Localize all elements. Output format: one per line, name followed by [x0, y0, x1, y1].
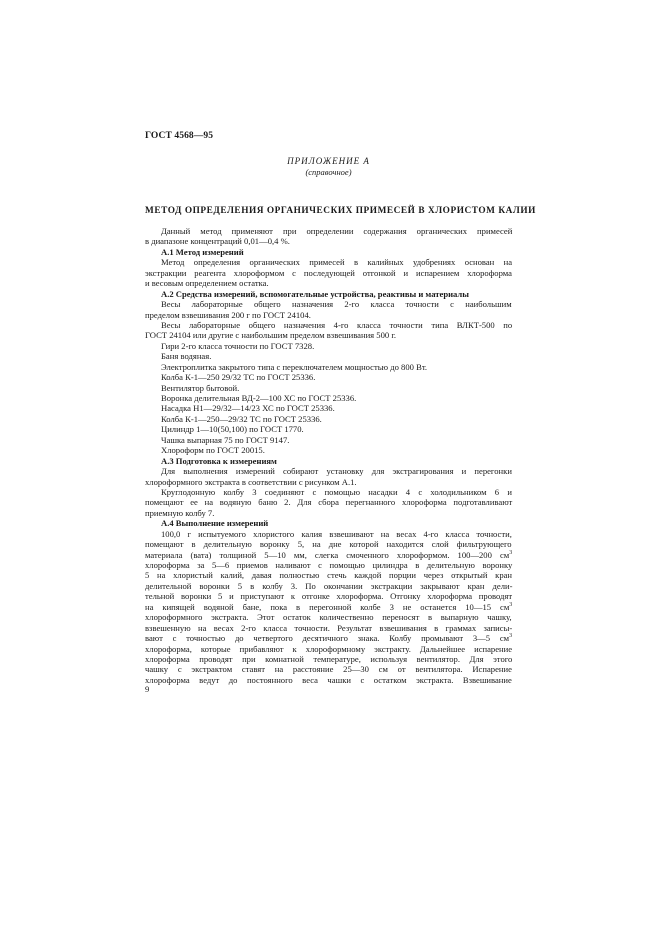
subsection-heading: [145, 247, 512, 257]
text-line: [145, 310, 512, 320]
text-line: [145, 570, 512, 580]
text-line: [145, 362, 512, 372]
line-text: и весовым определением остатка.: [145, 278, 269, 289]
line-text: Электроплитка закрытого типа с переключателем мощностью до 800 Вт.: [161, 361, 428, 372]
line-text: Воронка делительная ВД-2—100 ХС по ГОСТ 25336.: [161, 393, 357, 403]
document-body: [145, 226, 512, 685]
line-text: материала (вата) толщиной 5—10 мм, слегка смоченного хлороформом. 100—200 см: [145, 549, 510, 560]
page-number: 9: [145, 684, 150, 694]
line-text: А.2 Средства измерений, вспомогательные устройства, реактивы и материалы: [161, 288, 469, 299]
line-text: хлороформа ведут до постоянного веса чашки с остатком экстракта. Взвешивание: [145, 674, 512, 685]
text-line: [145, 591, 512, 601]
text-line: [145, 529, 512, 539]
text-line: [145, 633, 512, 643]
line-text: 100,0 г испытуемого хлористого калия взвешивают на весах 4-го класса точности,: [161, 528, 512, 539]
text-line: [145, 414, 512, 424]
text-line: [145, 351, 512, 361]
text-line: [145, 466, 512, 476]
line-text: А.4 Выполнение измерений: [161, 518, 269, 529]
text-line: [145, 299, 512, 309]
line-text: экстракции реагента хлороформом с последующей отгонкой и испарением хлороформа: [145, 267, 512, 278]
line-text: хлороформного экстракта в соответствии с рисунком А.1.: [145, 476, 357, 487]
text-line: [145, 268, 512, 278]
text-line: [145, 560, 512, 570]
line-text: на кипящей водяной бане, пока в перегонной колбе 3 не останется 10—15 см: [145, 601, 510, 612]
subsection-heading: [145, 289, 512, 299]
line-text: хлороформа, которые прибавляют к хлороформному экстракту. Дальнейшее испарение: [145, 643, 513, 654]
line-text: Цилиндр 1—10(50,100) по ГОСТ 1770.: [161, 424, 304, 435]
line-text: Вентилятор бытовой.: [161, 382, 240, 393]
document-code: ГОСТ 4568—95: [145, 131, 214, 141]
superscript: 3: [509, 549, 513, 556]
text-line: [145, 393, 512, 403]
text-line: [145, 664, 512, 674]
text-line: [145, 497, 512, 507]
appendix-subtitle: (справочное): [305, 167, 352, 177]
text-line: [145, 372, 512, 382]
text-line: [145, 341, 512, 351]
text-line: [145, 612, 512, 622]
line-text: чашку с экстрактом ставят на расстояние 25—30 см от вентилятора. Испарение: [145, 664, 512, 675]
text-line: [145, 623, 512, 633]
line-text: Колба К-1—250—29/32 ТС по ГОСТ 25336.: [161, 413, 322, 424]
text-line: [145, 675, 512, 685]
text-line: [145, 654, 512, 664]
text-line: [145, 550, 512, 560]
text-line: [145, 278, 512, 288]
line-text: Хлороформ по ГОСТ 20015.: [161, 445, 265, 456]
superscript: 3: [509, 601, 513, 608]
text-line: [145, 226, 512, 236]
subsection-heading: [145, 456, 512, 466]
subsection-heading: [145, 518, 512, 528]
line-text: Колба К-1—250 29/32 ТС по ГОСТ 25336.: [161, 372, 316, 383]
text-line: [145, 487, 512, 497]
line-text: помещают ее на водяную баню 2. Для сбора перегнанного хлороформа подготавливают: [145, 497, 513, 508]
text-line: [145, 602, 512, 612]
line-text: Чашка выпарная 75 по ГОСТ 9147.: [161, 434, 290, 445]
line-text: 5 на хлористый калий, давая полностью стечь каждой порции через открытый кран: [145, 570, 513, 581]
appendix-title: ПРИЛОЖЕНИЕ А: [287, 156, 370, 166]
line-text: взвешенную на весах 2-го класса точности. Результат взвешивания в граммах записы-: [145, 622, 513, 633]
line-text: Для выполнения измерений собирают установку для экстрагирования и перегонки: [161, 466, 512, 477]
text-line: [145, 477, 512, 487]
appendix-heading: [145, 156, 512, 177]
text-line: [145, 330, 512, 340]
line-text: Круглодонную колбу 3 соединяют с помощью насадки 4 с холодильником 6 и: [161, 486, 512, 497]
line-text: тельной воронки 5 и приступают к отгонке хлороформа. Отгонку хлороформа проводят: [145, 591, 513, 602]
text-line: [145, 581, 512, 591]
line-text: хлороформа проводят при комнатной температуре, используя вентилятор. Для этого: [145, 653, 513, 664]
line-text: делительной воронки 5 в колбу 3. По окончании экстракции закрывают кран дели-: [145, 580, 513, 591]
line-text: ГОСТ 24104 или другие с наибольшим пределом взвешивания 500 г.: [145, 330, 397, 341]
text-line: [145, 236, 512, 246]
text-line: [145, 403, 512, 413]
line-text: А.3 Подготовка к измерениям: [161, 455, 277, 466]
line-text: в диапазоне концентраций 0,01—0,4 %.: [145, 236, 290, 247]
line-text: Баня водяная.: [161, 351, 212, 362]
line-text: Весы лабораторные общего назначения 4-го класса точности типа ВЛКТ-500 по: [161, 319, 513, 330]
text-line: [145, 383, 512, 393]
line-text: Насадка Н1—29/32—14/23 ХС по ГОСТ 25336.: [161, 403, 335, 414]
line-text: Данный метод применяют при определении содержания органических примесей: [161, 226, 513, 236]
text-line: [145, 257, 512, 267]
line-text: приемную колбу 7.: [145, 507, 215, 518]
text-line: [145, 539, 512, 549]
line-text: Весы лабораторные общего назначения 2-го класса точности с наибольшим: [161, 299, 512, 310]
line-text: пределом взвешивания 200 г по ГОСТ 24104.: [145, 309, 311, 320]
line-text: помещают в делительную воронку 5, на дне которой находится слой фильтрующего: [145, 539, 512, 550]
text-line: [145, 644, 512, 654]
section-title: МЕТОД ОПРЕДЕЛЕНИЯ ОРГАНИЧЕСКИХ ПРИМЕСЕЙ В ХЛОРИСТОМ КАЛИИ: [145, 206, 536, 216]
line-text: Метод определения органических примесей в калийных удобрениях основан на: [161, 257, 513, 268]
text-line: [145, 320, 512, 330]
line-text: вают с точностью до четвертого десятичного знака. Колбу промывают 3—5 см: [145, 633, 510, 644]
superscript: 3: [509, 633, 513, 640]
text-line: [145, 445, 512, 455]
line-text: А.1 Метод измерений: [161, 246, 244, 257]
line-text: Гири 2-го класса точности по ГОСТ 7328.: [161, 340, 315, 351]
line-text: хлороформа за 5—6 приемов наливают с помощью цилиндра в делительную воронку: [145, 560, 513, 570]
text-line: [145, 435, 512, 445]
text-line: [145, 508, 512, 518]
text-line: [145, 424, 512, 434]
line-text: хлороформного экстракта. Этот остаток количественно переносят в выпарную чашку,: [145, 612, 512, 623]
